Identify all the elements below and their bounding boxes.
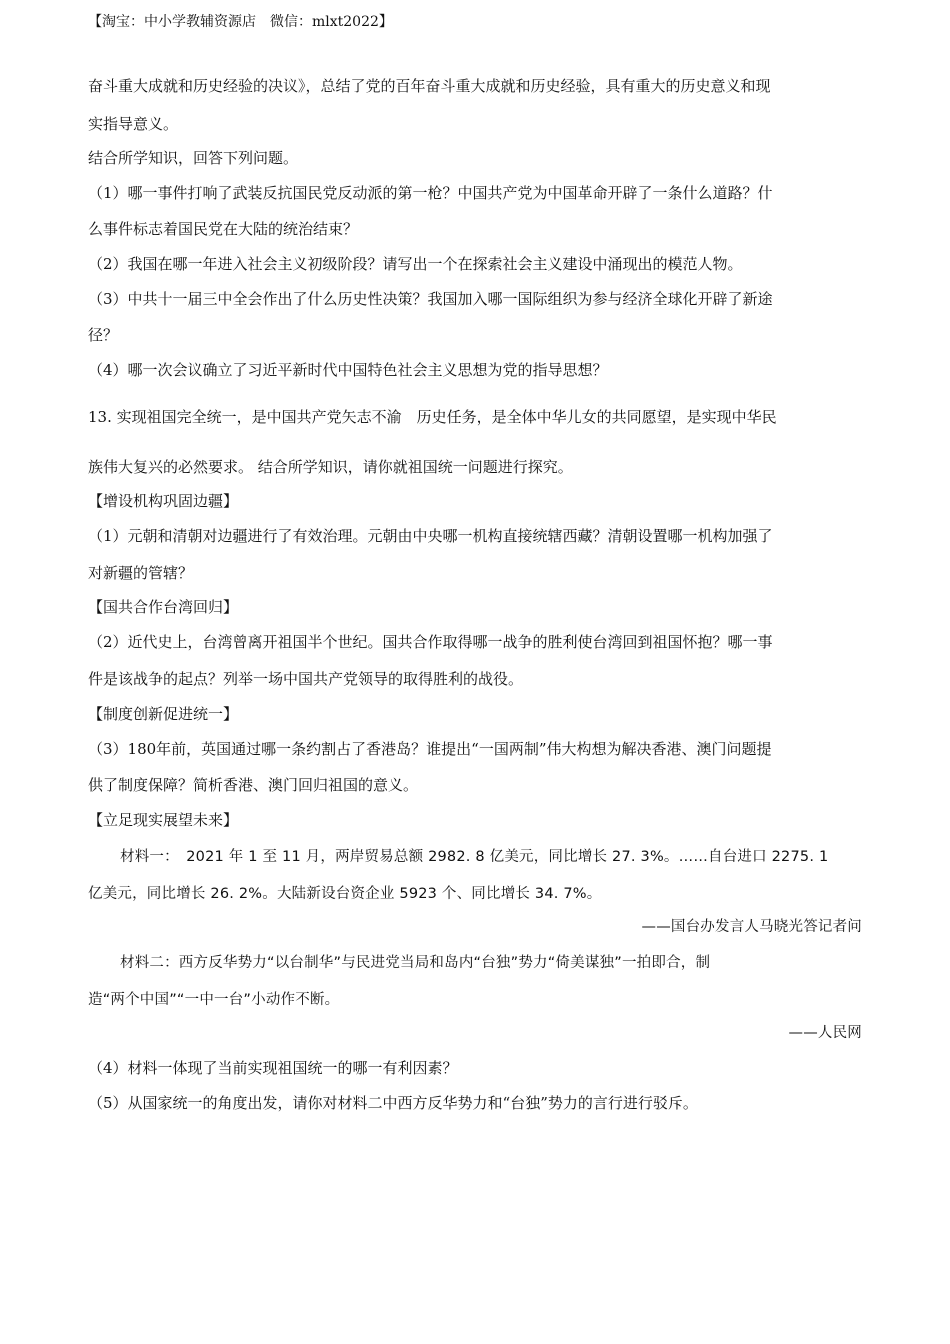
q13-sub1-line-1: （1）元朝和清朝对边疆进行了有效治理。元朝由中央哪一机构直接统辖西藏？清朝设置哪一机构加强了 — [88, 527, 773, 545]
q12-prompt: 结合所学知识，回答下列问题。 — [88, 149, 299, 167]
page-header: 【淘宝：中小学教辅资源店 微信：mlxt2022】 — [88, 14, 393, 30]
q13-sub3-line-2: 供了制度保障？简析香港、澳门回归祖国的意义。 — [88, 776, 419, 794]
material-2-source: ——人民网 — [788, 1025, 862, 1041]
q13-section-3-heading: 【制度创新促进统一】 — [88, 705, 239, 723]
q12-sub2: （2）我国在哪一年进入社会主义初级阶段？请写出一个在探索社会主义建设中涌现出的模范人物。 — [88, 255, 743, 273]
q13-sub2-line-2: 件是该战争的起点？列举一场中国共产党领导的取得胜利的战役。 — [88, 670, 524, 688]
q12-intro-line-2: 实指导意义。 — [88, 115, 179, 133]
q13-section-1-heading: 【增设机构巩固边疆】 — [88, 492, 239, 510]
q12-sub1-line-1: （1）哪一事件打响了武装反抗国民党反动派的第一枪？中国共产党为中国革命开辟了一条什么道路？什 — [88, 184, 773, 202]
material-1-line-2: 亿美元，同比增长 26. 2%。大陆新设台资企业 5923 个、同比增长 34. 7%。 — [88, 886, 602, 902]
q13-sub5: （5）从国家统一的角度出发，请你对材料二中西方反华势力和“台独”势力的言行进行驳斥。 — [88, 1094, 698, 1112]
q13-sub3-line-1: （3）180年前，英国通过哪一条约割占了香港岛？谁提出“一国两制”伟大构想为解决香港、澳门问题提 — [88, 740, 772, 758]
q13-stem-line-2: 族伟大复兴的必然要求。 结合所学知识，请你就祖国统一问题进行探究。 — [88, 458, 573, 476]
q13-section-4-heading: 【立足现实展望未来】 — [88, 811, 239, 829]
q12-sub3-line-2: 径？ — [88, 326, 119, 344]
q12-sub1-line-2: 么事件标志着国民党在大陆的统治结束？ — [88, 220, 359, 238]
material-2-line-1: 材料二：西方反华势力“以台制华”与民进党当局和岛内“台独”势力“倚美谋独”一拍即合，制 — [120, 955, 711, 971]
material-2-line-2: 造“两个中国”“一中一台”小动作不断。 — [88, 992, 340, 1008]
material-1-line-1: 材料一： 2021 年 1 至 11 月，两岸贸易总额 2982. 8 亿美元，同比增长 27. 3%。……自台进口 2275. 1 — [120, 849, 829, 865]
q13-sub2-line-1: （2）近代史上，台湾曾离开祖国半个世纪。国共合作取得哪一战争的胜利使台湾回到祖国怀抱？哪一事 — [88, 633, 773, 651]
q12-intro-line-1: 奋斗重大成就和历史经验的决议》，总结了党的百年奋斗重大成就和历史经验，具有重大的历史意义和现 — [88, 77, 771, 95]
q13-sub4: （4）材料一体现了当前实现祖国统一的哪一有利因素？ — [88, 1059, 458, 1077]
material-1-source: ——国台办发言人马晓光答记者问 — [641, 919, 862, 935]
q13-sub1-line-2: 对新疆的管辖？ — [88, 564, 194, 582]
q13-section-2-heading: 【国共合作台湾回归】 — [88, 598, 239, 616]
q12-sub3-line-1: （3）中共十一届三中全会作出了什么历史性决策？我国加入哪一国际组织为参与经济全球化开辟了新途 — [88, 290, 773, 308]
q13-stem-line-1: 13. 实现祖国完全统一，是中国共产党矢志不渝 历史任务，是全体中华儿女的共同愿望，是实现中华民 — [88, 408, 777, 426]
q12-sub4: （4）哪一次会议确立了习近平新时代中国特色社会主义思想为党的指导思想？ — [88, 361, 608, 379]
